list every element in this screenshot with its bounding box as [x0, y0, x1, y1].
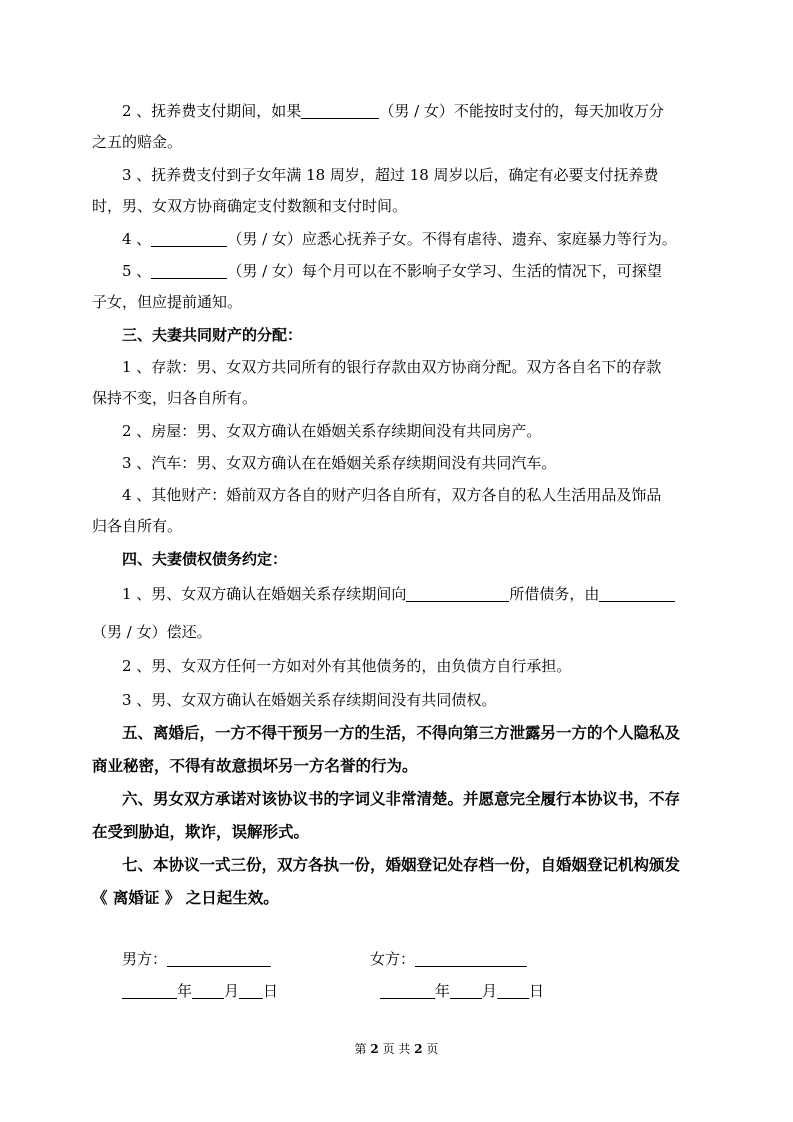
year-field[interactable] [122, 983, 177, 999]
property-4-line2: 归各自所有。 [92, 517, 183, 535]
property-4-line1: 4 、其他财产：婚前双方各自的财产归各自所有，双方各自的私人生活用品及饰品 [122, 486, 662, 504]
section-heading-7-line2: 《 离婚证 》 之日起生效。 [92, 888, 279, 907]
clause-3-line2: 时，男、女双方协商确定支付数额和支付时间。 [92, 197, 408, 215]
section-heading-5-line1: 五、离婚后，一方不得干预另一方的生活，不得向第三方泄露另一方的个人隐私及 [122, 723, 681, 742]
blank-field[interactable] [406, 586, 509, 602]
blank-field[interactable] [151, 231, 227, 247]
day-field[interactable] [497, 983, 529, 999]
debt-1-line1: 1 、男、女双方确认在婚姻关系存续期间向 所借债务，由 [122, 584, 675, 604]
property-1-line2: 保持不变，归各自所有。 [92, 389, 258, 407]
female-signature: 女方： [370, 949, 527, 969]
section-heading-4: 四、夫妻债权债务约定： [122, 550, 288, 568]
section-heading-6-line1: 六、男女双方承诺对该协议书的字词义非常清楚。并愿意完全履行本协议书，不存 [122, 789, 681, 808]
section-heading-7-line1: 七、本协议一式三份，双方各执一份，婚姻登记处存档一份，自婚姻登记机构颁发 [122, 855, 681, 874]
clause-4-line: 4 、 （男 / 女）应悉心抚养子女。不得有虐待、遗弃、家庭暴力等行为。 [122, 230, 677, 248]
property-3-line: 3 、汽车：男、女双方确认在在婚姻关系存续期间没有共同汽车。 [122, 454, 557, 472]
clause-2-line2: 之五的赔金。 [92, 133, 183, 151]
female-date: 年 月 日 [380, 981, 544, 1001]
month-field[interactable] [192, 983, 224, 999]
section-heading-6-line2: 在受到胁迫，欺诈，误解形式。 [92, 822, 310, 841]
debt-1-line2: （男 / 女）偿还。 [92, 623, 212, 641]
male-date: 年 月 日 [122, 981, 278, 1001]
property-2-line: 2 、房屋：男、女双方确认在婚姻关系存续期间没有共同房产。 [122, 422, 542, 440]
male-signature-field[interactable] [167, 951, 271, 967]
property-1-line1: 1 、存款：男、女双方共同所有的银行存款由双方协商分配。双方各自名下的存款 [122, 358, 662, 376]
year-field[interactable] [380, 983, 435, 999]
debt-2-line: 2 、男、女双方任何一方如对外有其他债务的，由负债方自行承担。 [122, 657, 572, 675]
page-footer: 第 2 页 共 2 页 [354, 1042, 439, 1056]
blank-field[interactable] [599, 586, 675, 602]
clause-5-line1: 5 、 （男 / 女）每个月可以在不影响子女学习、生活的情况下，可探望 [122, 262, 662, 280]
debt-3-line: 3 、男、女双方确认在婚姻关系存续期间没有共同债权。 [122, 691, 497, 709]
clause-2-line1: 2 、抚养费支付期间，如果 （男 / 女）不能按时支付的，每天加收万分 [122, 102, 664, 120]
clause-5-line2: 子女，但应提前通知。 [92, 293, 243, 311]
female-signature-field[interactable] [415, 951, 527, 967]
section-heading-5-line2: 商业秘密，不得有故意损坏另一方名誉的行为。 [92, 756, 418, 775]
male-signature: 男方： [122, 949, 271, 969]
clause-3-line1: 3 、抚养费支付到子女年满 18 周岁，超过 18 周岁以后，确定有必要支付抚养费 [122, 166, 659, 184]
blank-field[interactable] [301, 103, 379, 119]
day-field[interactable] [239, 983, 263, 999]
section-heading-3: 三、夫妻共同财产的分配： [122, 326, 303, 344]
blank-field[interactable] [151, 263, 227, 279]
month-field[interactable] [450, 983, 482, 999]
